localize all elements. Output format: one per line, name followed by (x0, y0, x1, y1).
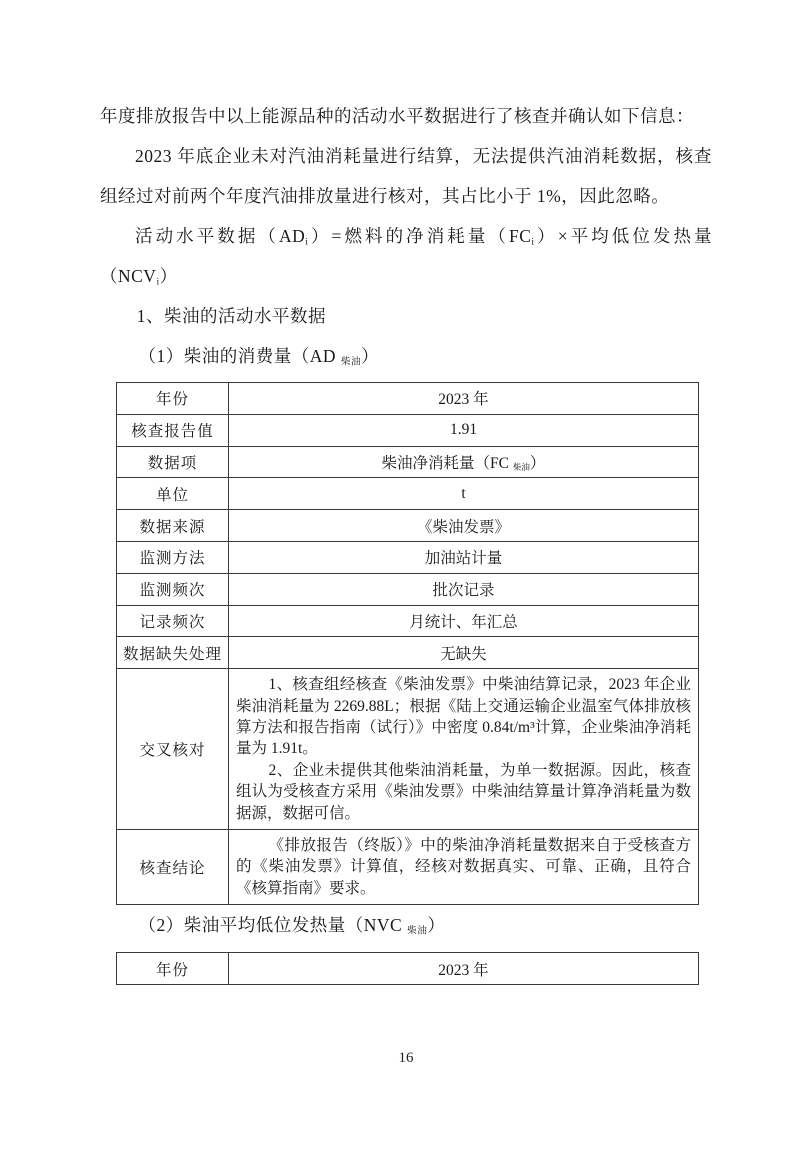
row-label-record-frequency: 记录频次 (117, 605, 229, 637)
row-label-monitoring-frequency: 监测频次 (117, 573, 229, 605)
paragraph-intro: 年度排放报告中以上能源品种的活动水平数据进行了核查并确认如下信息： (100, 106, 694, 126)
paragraph-gasoline-note: 2023 年底企业未对汽油消耗量进行结算，无法提供汽油消耗数据，核查组经过对前两个年度汽油排放量进行核对，其占比小于 1%，因此忽略。 (100, 146, 712, 206)
table-row (117, 510, 699, 542)
row-label-cross-check: 交叉核对 (117, 669, 229, 830)
table-row (117, 573, 699, 605)
row-label-unit: 单位 (117, 478, 229, 510)
row-label-year: 年份 (117, 383, 229, 415)
diesel-ncv-table (116, 952, 699, 985)
page-content (100, 96, 712, 985)
row-label-reported-value: 核查报告值 (117, 414, 229, 446)
paragraph-formula: 活动水平数据$(AD_i)=$燃料的净消耗量$(FC_i)\times$平均低位发热量$(NCV_i)$ (100, 226, 713, 288)
row-label-verification-conclusion: 核查结论 (117, 830, 229, 905)
row-value-year: 2023 年 (229, 383, 699, 415)
heading-diesel-consumption: （1）柴油的消费量（AD $_{柴油}$） (138, 346, 380, 368)
row-label-monitoring-method: 监测方法 (117, 541, 229, 573)
table-row (117, 669, 699, 830)
table-row (117, 605, 699, 637)
heading-diesel-activity-data: 1、柴油的活动水平数据 (136, 306, 326, 326)
row-value-verification-conclusion (229, 830, 699, 905)
row-value-missing-data-handling: 无缺失 (229, 637, 699, 669)
table-row (117, 478, 699, 510)
row-label-missing-data-handling: 数据缺失处理 (117, 637, 229, 669)
table-row (117, 953, 699, 985)
cross-check-paragraph-2: 2、企业未提供其他柴油消耗量，为单一数据源。因此，核查组认为受核查方采用《柴油发票》中柴油结算量计算净消耗量为数据源，数据可信。 (236, 761, 691, 822)
heading-diesel-ncv: （2）柴油平均低位发热量（NVC $_{柴油}$） (138, 915, 446, 937)
row-label-data-source: 数据来源 (117, 510, 229, 542)
row-label-year: 年份 (117, 953, 229, 985)
table-row (117, 383, 699, 415)
row-label-data-item: 数据项 (117, 446, 229, 478)
row-value-unit: t (229, 478, 699, 510)
cross-check-paragraph-1: 1、核查组经核查《柴油发票》中柴油结算记录，2023 年企业柴油消耗量为 2269.88L；根据《陆上交通运输企业温室气体排放核算方法和报告指南（试行）》中密度 0.84t/m³计算，企业柴油净消耗量为 1.91t。 (236, 676, 691, 758)
row-value-monitoring-frequency: 批次记录 (229, 573, 699, 605)
row-value-reported-value: 1.91 (229, 414, 699, 446)
conclusion-paragraph: 《排放报告（终版）》中的柴油净消耗量数据来自于受核查方的《柴油发票》计算值，经核对数据真实、可靠、正确，且符合《核算指南》要求。 (236, 837, 691, 897)
row-value-cross-check (229, 669, 699, 830)
table-row (117, 414, 699, 446)
row-value-data-item: 柴油净消耗量（FC $_{柴油}$） (229, 446, 699, 478)
table-row (117, 637, 699, 669)
row-value-record-frequency: 月统计、年汇总 (229, 605, 699, 637)
diesel-consumption-table (116, 382, 699, 905)
row-value-data-source: 《柴油发票》 (229, 510, 699, 542)
table-row (117, 446, 699, 478)
table-row (117, 541, 699, 573)
table-row (117, 830, 699, 905)
row-value-year: 2023 年 (229, 953, 699, 985)
row-value-monitoring-method: 加油站计量 (229, 541, 699, 573)
page-number: 16 (398, 1050, 414, 1066)
